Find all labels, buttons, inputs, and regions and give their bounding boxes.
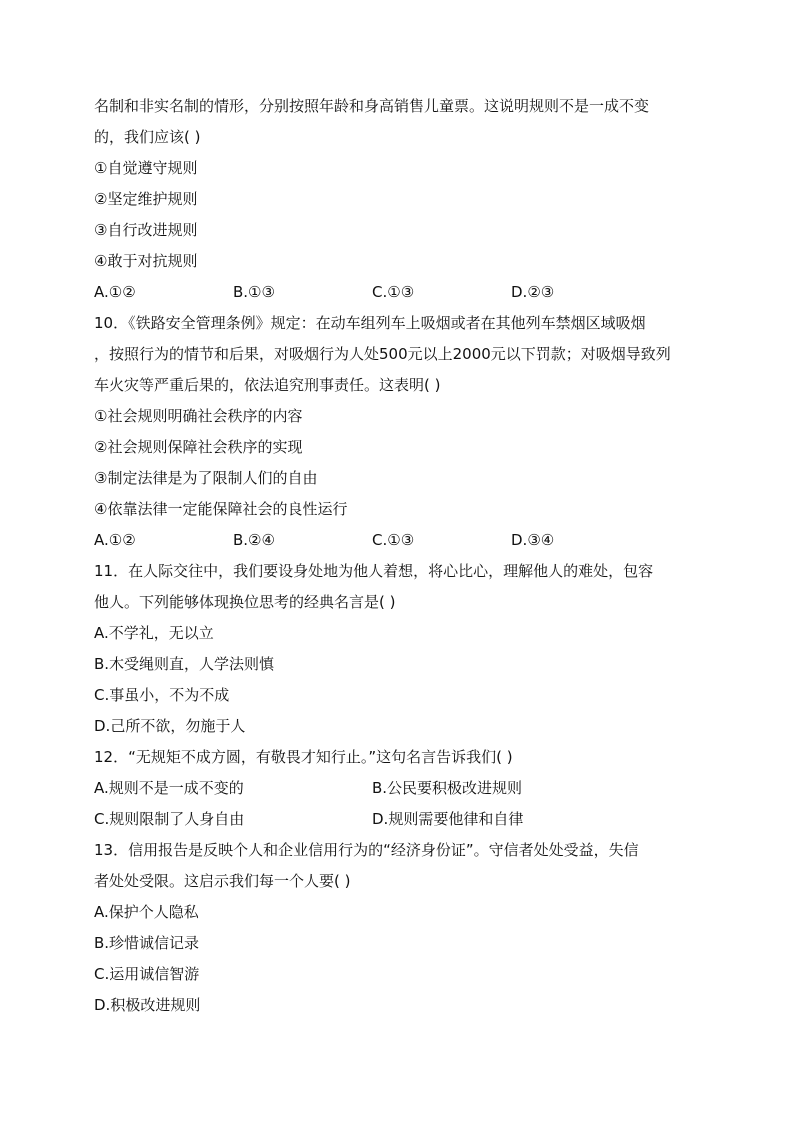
answer-options	[94, 277, 704, 308]
question-stem-line: 11．在人际交往中，我们要设身处地为他人着想，将心比心，理解他人的难处，包容	[94, 562, 654, 580]
statement-item: ③自行改进规则	[94, 221, 198, 239]
option-c: C.①③	[372, 283, 415, 301]
option-d: D.积极改进规则	[94, 996, 201, 1014]
question-stem-line: 13．信用报告是反映个人和企业信用行为的“经济身份证”。守信者处处受益，失信	[94, 841, 639, 859]
question-13	[94, 835, 704, 1021]
statement-item: ③制定法律是为了限制人们的自由	[94, 469, 318, 487]
question-stem-line: 10．《铁路安全管理条例》规定：在动车组列车上吸烟或者在其他列车禁烟区域吸烟	[94, 314, 646, 332]
option-a: A.①②	[94, 283, 136, 301]
question-stem-line: ，按照行为的情节和后果，对吸烟行为人处500元以上2000元以下罚款；对吸烟导致列	[94, 345, 671, 363]
statement-item: ④敢于对抗规则	[94, 252, 198, 270]
option-a: A.规则不是一成不变的	[94, 779, 244, 797]
statement-item: ②社会规则保障社会秩序的实现	[94, 438, 303, 456]
option-c: C.运用诚信智游	[94, 965, 200, 983]
question-9	[94, 91, 704, 308]
option-d: D.己所不欲，勿施于人	[94, 717, 246, 735]
option-c: C.规则限制了人身自由	[94, 810, 245, 828]
option-c: C.①③	[372, 531, 415, 549]
statement-item: ①社会规则明确社会秩序的内容	[94, 407, 303, 425]
question-list	[94, 91, 704, 1021]
option-b: B.②④	[233, 531, 275, 549]
answer-options	[94, 525, 704, 556]
option-c: C.事虽小，不为不成	[94, 686, 230, 704]
option-a: A.保护个人隐私	[94, 903, 199, 921]
question-stem-line: 他人。下列能够体现换位思考的经典名言是( )	[94, 593, 396, 611]
option-b: B.珍惜诚信记录	[94, 934, 200, 952]
answer-options	[94, 773, 704, 804]
statement-item: ④依靠法律一定能保障社会的良性运行	[94, 500, 348, 518]
answer-options	[94, 804, 704, 835]
question-stem-line: 的，我们应该( )	[94, 128, 201, 146]
question-stem-line: 12．“无规矩不成方圆，有敬畏才知行止。”这句名言告诉我们( )	[94, 748, 513, 766]
option-b: B.①③	[233, 283, 275, 301]
option-a: A.①②	[94, 531, 136, 549]
statement-item: ①自觉遵守规则	[94, 159, 198, 177]
question-10	[94, 308, 704, 556]
question-12	[94, 742, 704, 835]
option-b: B.木受绳则直，人学法则慎	[94, 655, 275, 673]
option-a: A.不学礼，无以立	[94, 624, 214, 642]
question-stem-line: 名制和非实名制的情形，分别按照年龄和身高销售儿童票。这说明规则不是一成不变	[94, 97, 650, 115]
question-stem-line: 车火灾等严重后果的，依法追究刑事责任。这表明( )	[94, 376, 441, 394]
question-stem-line: 者处处受限。这启示我们每一个人要( )	[94, 872, 351, 890]
statement-item: ②坚定维护规则	[94, 190, 198, 208]
option-d: D.③④	[511, 531, 555, 549]
question-11	[94, 556, 704, 742]
option-d: D.规则需要他律和自律	[372, 810, 524, 828]
option-d: D.②③	[511, 283, 555, 301]
option-b: B.公民要积极改进规则	[372, 779, 523, 797]
